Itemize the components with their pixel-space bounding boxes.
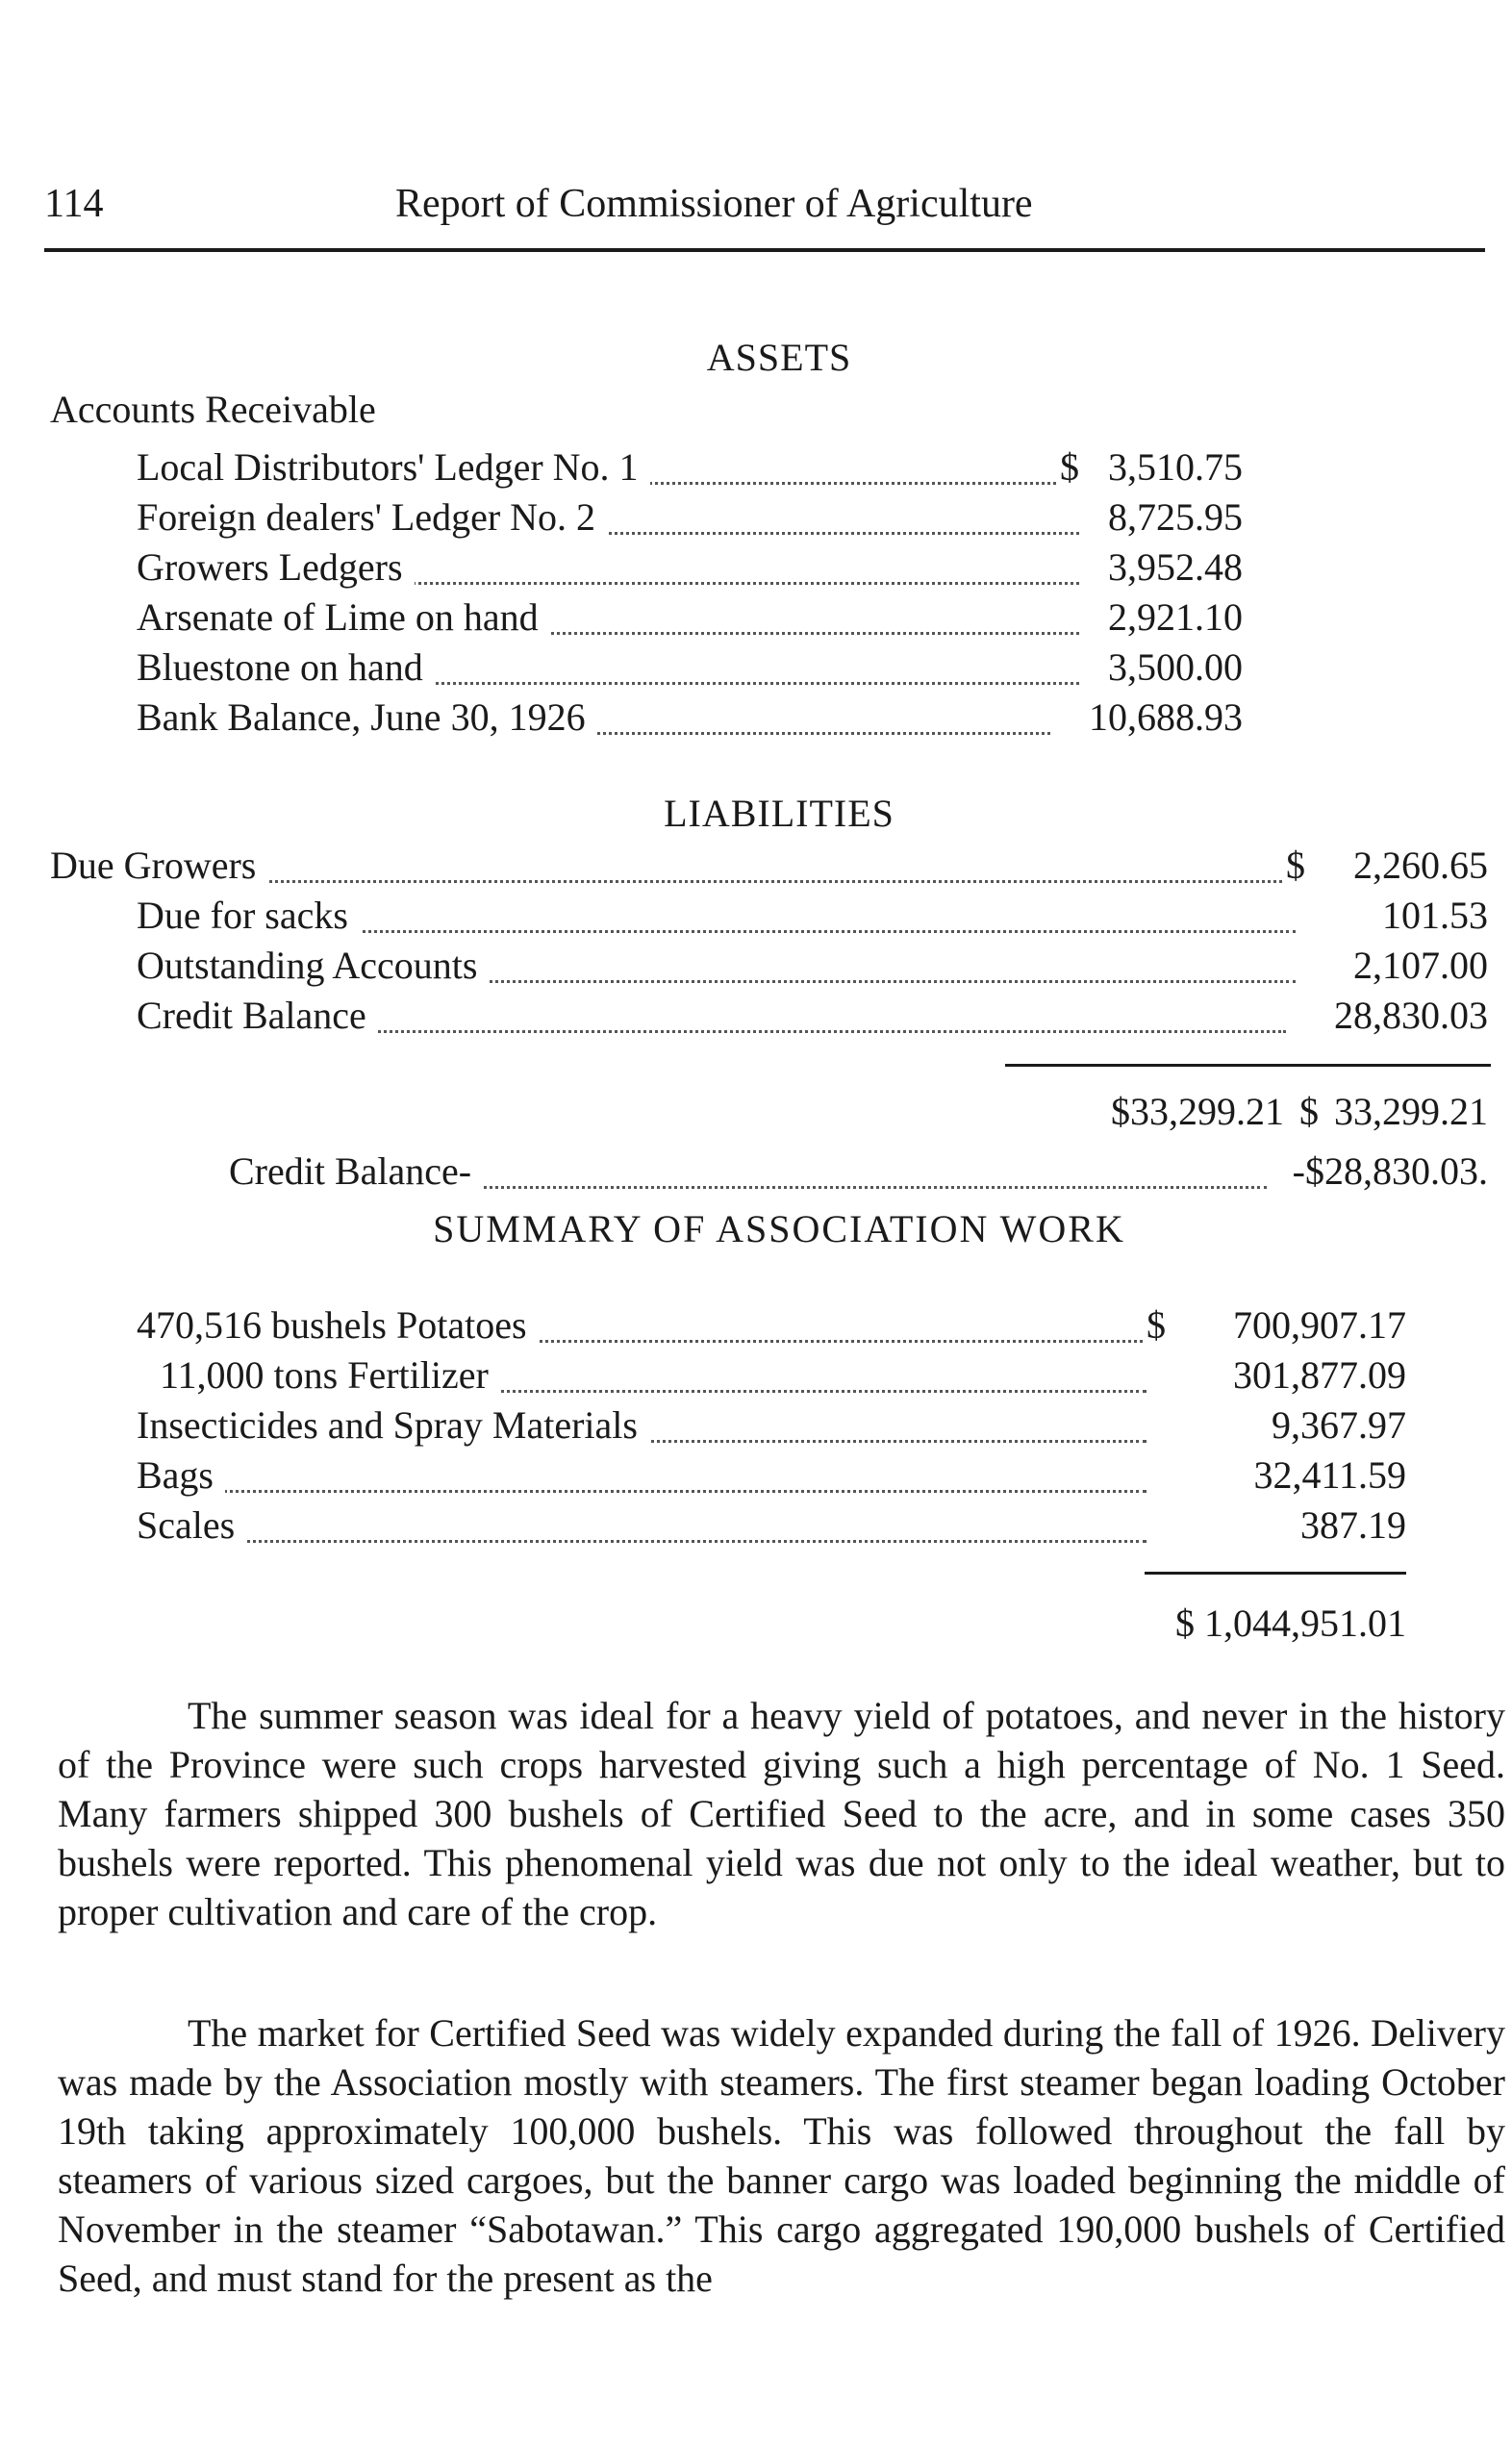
ledger-amount: 3,500.00 — [1108, 645, 1243, 689]
summary-label: Scales — [137, 1502, 246, 1548]
ledger-label: Local Distributors' Ledger No. 1 — [137, 444, 650, 490]
ledger-label: Bank Balance, June 30, 1926 — [137, 694, 597, 740]
dot-leader — [137, 1490, 1147, 1493]
summary-amount: 700,907.17 — [1233, 1303, 1406, 1347]
summary-amount: 387.19 — [1300, 1503, 1406, 1547]
dot-leader — [137, 1540, 1147, 1543]
summary-total: $ 1,044,951.01 — [1175, 1602, 1406, 1645]
ledger-row — [137, 444, 1243, 494]
ledger-row — [137, 594, 1243, 644]
liability-label: Credit Balance — [137, 993, 378, 1038]
running-head: Report of Commissioner of Agriculture — [395, 182, 1033, 226]
ledger-amount: 3,510.75 — [1108, 445, 1243, 489]
summary-total-rule — [1145, 1572, 1406, 1575]
summary-row — [137, 1402, 1406, 1452]
ledger-label: Arsenate of Lime on hand — [137, 594, 550, 640]
liability-amount: 2,260.65 — [1353, 844, 1488, 887]
assets-heading: ASSETS — [706, 336, 852, 379]
ledger-label: Foreign dealers' Ledger No. 2 — [137, 494, 607, 540]
ledger-amount: 8,725.95 — [1108, 495, 1243, 539]
liability-amount: 28,830.03 — [1334, 994, 1488, 1037]
credit-balance-row — [229, 1148, 1488, 1198]
summary-amount: 9,367.97 — [1272, 1403, 1406, 1447]
ledger-row — [137, 694, 1243, 744]
liability-row — [137, 993, 1488, 1043]
summary-label: 11,000 tons Fertilizer — [137, 1352, 500, 1398]
summary-amount: 32,411.59 — [1253, 1453, 1406, 1497]
paragraph — [58, 2008, 1505, 2303]
ledger-amount: 10,688.93 — [1089, 695, 1243, 739]
totals-rule — [1005, 1064, 1491, 1067]
liability-row — [50, 843, 1488, 893]
paragraph-text: The market for Certified Seed was widely expanded during the fall of 1926. Delivery was made by the Association mostly with steamers. The first steamer began loading October 19th taking approximately 100,000 bushels. This was followed throughout the fall by steamers of various sized cargoes, but the banner cargo was loaded beginning the middle of November in the steamer “Sabotawan.” This cargo aggregated 190,000 bushels of Certified Seed, and must stand for the present as the — [58, 2011, 1505, 2300]
liability-label: Due for sacks — [137, 893, 360, 938]
liability-row — [137, 943, 1488, 993]
ledger-row — [137, 544, 1243, 594]
summary-row — [137, 1352, 1406, 1402]
summary-row — [137, 1502, 1406, 1552]
ledger-label: Bluestone on hand — [137, 644, 435, 690]
liability-amount: 2,107.00 — [1353, 944, 1488, 987]
header-rule — [44, 248, 1485, 252]
page-header — [44, 181, 1487, 239]
summary-amount: 301,877.09 — [1233, 1353, 1406, 1397]
currency-sign: $ — [1282, 843, 1305, 888]
ledger-amount: 2,921.10 — [1108, 595, 1243, 639]
summary-row — [137, 1302, 1406, 1352]
ledger-amount: 3,952.48 — [1108, 545, 1243, 589]
liability-amount: 101.53 — [1382, 894, 1488, 937]
liability-row — [137, 893, 1488, 943]
accounts-receivable-label: Accounts Receivable — [50, 388, 376, 431]
ledger-label: Growers Ledgers — [137, 544, 415, 590]
ledger-row — [137, 644, 1243, 694]
summary-label: 470,516 bushels Potatoes — [137, 1302, 539, 1348]
liability-label: Due Growers — [50, 843, 267, 888]
liabilities-heading: LIABILITIES — [664, 792, 895, 835]
currency-sign: $ — [1143, 1302, 1166, 1348]
liabilities-totals: $33,299.21 $ 33,299.21 — [1111, 1090, 1488, 1133]
credit-balance-label: Credit Balance- — [229, 1148, 483, 1194]
page-number: 114 — [44, 182, 104, 226]
liability-label: Outstanding Accounts — [137, 943, 489, 988]
credit-balance-amount: -$28,830.03. — [1292, 1149, 1488, 1193]
currency-sign: $ — [1056, 444, 1079, 490]
summary-row — [137, 1452, 1406, 1502]
paragraph — [58, 1691, 1505, 1936]
paragraph-text: The summer season was ideal for a heavy yield of potatoes, and never in the history of the Province were such crops harvested giving such a high percentage of No. 1 Seed. Many farmers shipped 300 bushels of Certified Seed to the acre, and in some cases 350 bushels were reported. This phenomenal yield was due not only to the ideal weather, but to proper cultivation and care of the crop. — [58, 1694, 1505, 1933]
ledger-row — [137, 494, 1243, 544]
summary-label: Bags — [137, 1452, 225, 1498]
summary-heading: SUMMARY OF ASSOCIATION WORK — [433, 1207, 1125, 1250]
summary-label: Insecticides and Spray Materials — [137, 1402, 649, 1448]
